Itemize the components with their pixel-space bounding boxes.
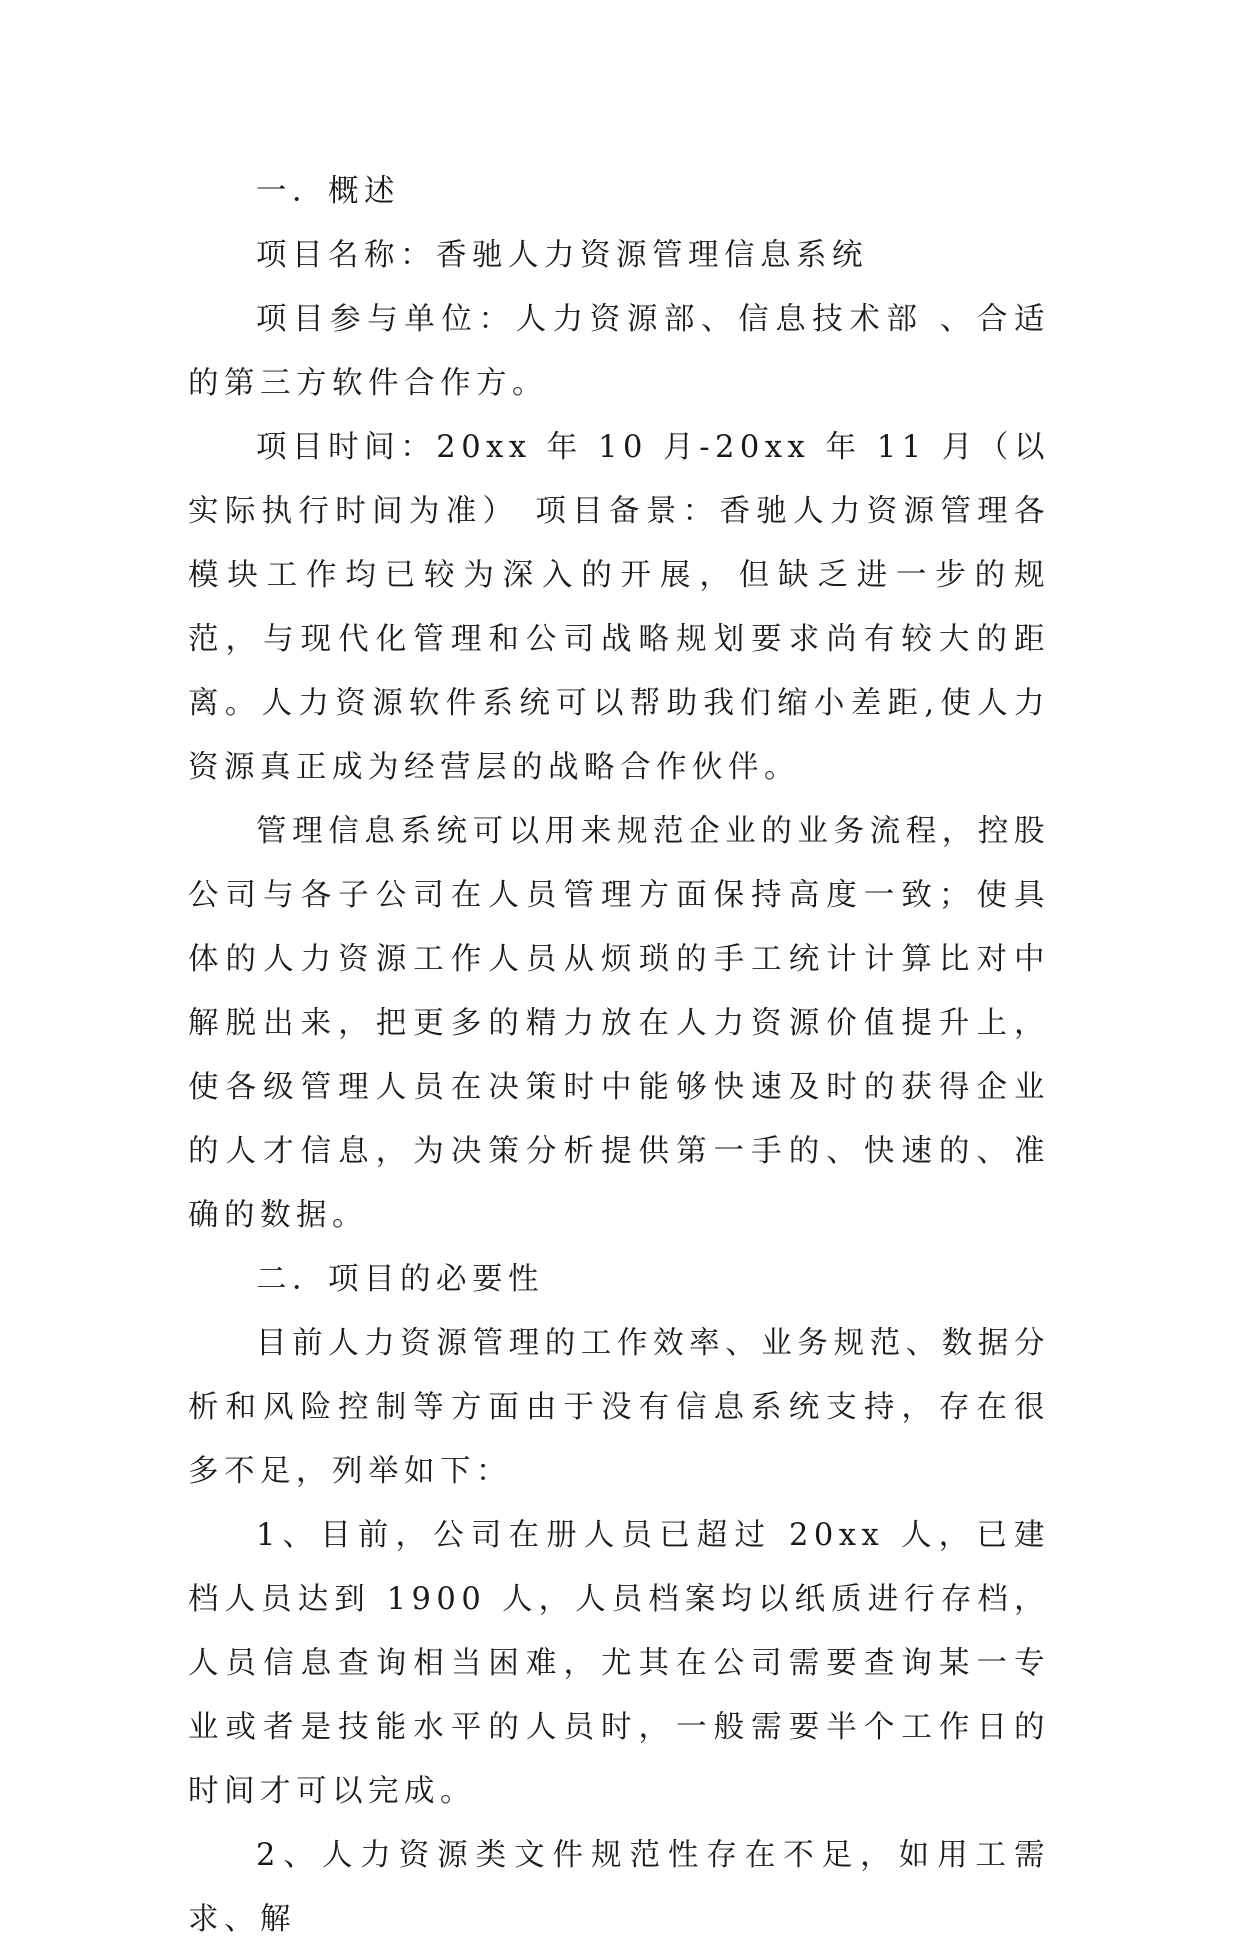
- mis-purpose-paragraph: 管理信息系统可以用来规范企业的业务流程，控股公司与各子公司在人员管理方面保持高度一致；使具体的人力资源工作人员从烦琐的手工统计计算比对中解脱出来，把更多的精力放在人力资源价值提升上，使各级管理人员在决策时中能够快速及时的获得企业的人才信息，为决策分析提供第一手的、快速的、准确的数据。: [188, 814, 1050, 1233]
- section-heading-overview: 一．概述: [256, 174, 400, 209]
- project-name-paragraph: 项目名称：香驰人力资源管理信息系统: [256, 238, 868, 273]
- document-body: [188, 160, 1050, 1952]
- project-time-background-paragraph: 项目时间：20xx 年 10 月-20xx 年 11 月（以实际执行时间为准） 项目备景：香驰人力资源管理各模块工作均已较为深入的开展，但缺乏进一步的规范，与现代化管理和公司战略规划要求尚有较大的距离。人力资源软件系统可以帮助我们缩小差距,使人力资源真正成为经营层的战略合作伙伴。: [188, 430, 1050, 785]
- shortcoming-item-1: 1、目前，公司在册人员已超过 20xx 人，已建档人员达到 1900 人，人员档案均以纸质进行存档，人员信息查询相当困难，尤其在公司需要查询某一专业或者是技能水平的人员时，一般需要半个工作日的时间才可以完成。: [188, 1518, 1050, 1809]
- shortcoming-item-2: 2、人力资源类文件规范性存在不足，如用工需求、解: [188, 1838, 1050, 1937]
- section-heading-necessity: 二．项目的必要性: [256, 1262, 544, 1297]
- participating-units-paragraph: 项目参与单位：人力资源部、信息技术部 、合适的第三方软件合作方。: [188, 302, 1050, 401]
- shortcomings-intro-paragraph: 目前人力资源管理的工作效率、业务规范、数据分析和风险控制等方面由于没有信息系统支持，存在很多不足，列举如下：: [188, 1326, 1050, 1489]
